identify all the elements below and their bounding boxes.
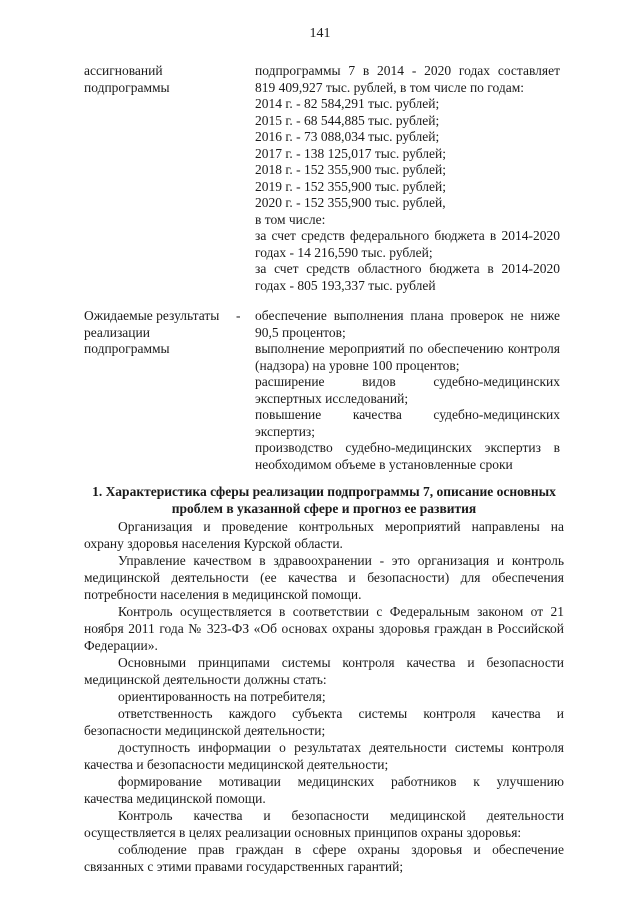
paragraph-line: качества и безопасности медицинской деятельности; xyxy=(84,757,389,772)
funding-label-line: ассигнований xyxy=(84,63,163,78)
results-value-line: выполнение мероприятий по обеспечению контроля xyxy=(255,341,560,356)
paragraph-line: Федерации». xyxy=(84,638,158,653)
results-value-line: обеспечение выполнения плана проверок не ниже xyxy=(255,308,560,323)
funding-year-line: 2015 г. - 68 544,885 тыс. рублей; xyxy=(255,112,440,128)
heading-line: проблем в указанной сфере и прогноз ее развития xyxy=(171,501,477,516)
funding-value-line: 819 409,927 тыс. рублей, в том числе по годам: xyxy=(255,79,525,95)
paragraph xyxy=(84,841,564,875)
paragraph-line: формирование мотивации медицинских работников к улучшению xyxy=(118,774,564,789)
funding-year-line: 2020 г. - 152 355,900 тыс. рублей, xyxy=(255,195,446,210)
results-label-line: подпрограммы xyxy=(84,341,170,356)
paragraph-line: соблюдение прав граждан в сфере охраны здоровья и обеспечение xyxy=(118,842,564,857)
paragraph-line: Контроль качества и безопасности медицинской деятельности xyxy=(118,808,564,823)
results-value-line: экспертных исследований; xyxy=(255,390,409,406)
results-value xyxy=(255,308,560,473)
paragraph xyxy=(84,739,564,773)
paragraph-line: безопасности медицинской деятельности; xyxy=(84,723,326,738)
results-value-line: необходимом объеме в установленные сроки xyxy=(255,456,513,472)
paragraph-line: ответственность каждого субъекта системы контроля качества и xyxy=(118,706,564,721)
paragraph xyxy=(84,688,564,705)
paragraph xyxy=(84,807,564,841)
funding-value-line: в том числе: xyxy=(255,211,326,227)
funding-value-line: за счет средств федерального бюджета в 2014-2020 xyxy=(255,228,560,243)
paragraph xyxy=(84,654,564,688)
paragraph xyxy=(84,552,564,603)
paragraph-line: доступность информации о результатах деятельности системы контроля xyxy=(118,740,564,755)
funding-value-line: годах - 805 193,337 тыс. рублей xyxy=(255,277,436,293)
paragraph-line: осуществляется в целях реализации основных принципов охраны здоровья: xyxy=(84,825,522,840)
results-value-line: производство судебно-медицинских экспертиз в xyxy=(255,440,560,455)
paragraph-line: потребности населения в медицинской помощи. xyxy=(84,587,362,602)
results-value-line: экспертиз; xyxy=(255,423,316,439)
funding-label-line: подпрограммы xyxy=(84,79,170,95)
funding-year-line: 2019 г. - 152 355,900 тыс. рублей; xyxy=(255,178,446,194)
results-label xyxy=(84,308,219,358)
results-value-line: повышение качества судебно-медицинских xyxy=(255,407,560,422)
paragraph xyxy=(84,773,564,807)
paragraph-line: Организация и проведение контрольных мероприятий направлены на xyxy=(118,519,564,534)
funding-value-line: подпрограммы 7 в 2014 - 2020 годах составляет xyxy=(255,63,560,78)
funding-year-line: 2014 г. - 82 584,291 тыс. рублей; xyxy=(255,96,440,111)
heading-line: 1. Характеристика сферы реализации подпрограммы 7, описание основных xyxy=(92,484,556,499)
section-1 xyxy=(84,483,564,875)
funding-value-line: за счет средств областного бюджета в 2014-2020 xyxy=(255,261,560,276)
results-value-line: 90,5 процентов; xyxy=(255,324,346,340)
results-value-line: (надзора) на уровне 100 процентов; xyxy=(255,357,460,373)
paragraph-line: Основными принципами системы контроля качества и безопасности xyxy=(118,655,564,670)
paragraph-line: ноября 2011 года № 323-ФЗ «Об основах охраны здоровья граждан в Российской xyxy=(84,621,564,636)
paragraph-line: охрану здоровья населения Курской области. xyxy=(84,536,343,551)
funding-value xyxy=(255,63,560,294)
paragraph xyxy=(84,603,564,654)
paragraph-line: медицинской деятельности должны стать: xyxy=(84,672,327,687)
results-dash: - xyxy=(236,308,241,323)
section-heading xyxy=(84,483,564,517)
funding-label xyxy=(84,63,170,96)
funding-year-line: 2018 г. - 152 355,900 тыс. рублей; xyxy=(255,162,446,177)
paragraph-line: связанных с этими правами государственных гарантий; xyxy=(84,859,404,874)
funding-year-line: 2017 г. - 138 125,017 тыс. рублей; xyxy=(255,145,446,161)
paragraph xyxy=(84,518,564,552)
paragraph-line: Контроль осуществляется в соответствии с Федеральным законом от 21 xyxy=(118,604,564,619)
paragraph-line: Управление качеством в здравоохранении - это организация и контроль xyxy=(118,553,564,568)
results-value-line: расширение видов судебно-медицинских xyxy=(255,374,560,389)
results-label-line: Ожидаемые результаты xyxy=(84,308,220,323)
page-number: 141 xyxy=(309,26,331,41)
funding-value-line: годах - 14 216,590 тыс. рублей; xyxy=(255,244,433,260)
paragraph xyxy=(84,705,564,739)
paragraph-line: ориентированность на потребителя; xyxy=(118,689,326,704)
funding-year-line: 2016 г. - 73 088,034 тыс. рублей; xyxy=(255,129,440,144)
results-label-line: реализации xyxy=(84,324,150,340)
paragraph-line: медицинской деятельности (ее качества и безопасности) для обеспечения xyxy=(84,570,564,585)
paragraph-line: качества медицинской помощи. xyxy=(84,791,266,806)
